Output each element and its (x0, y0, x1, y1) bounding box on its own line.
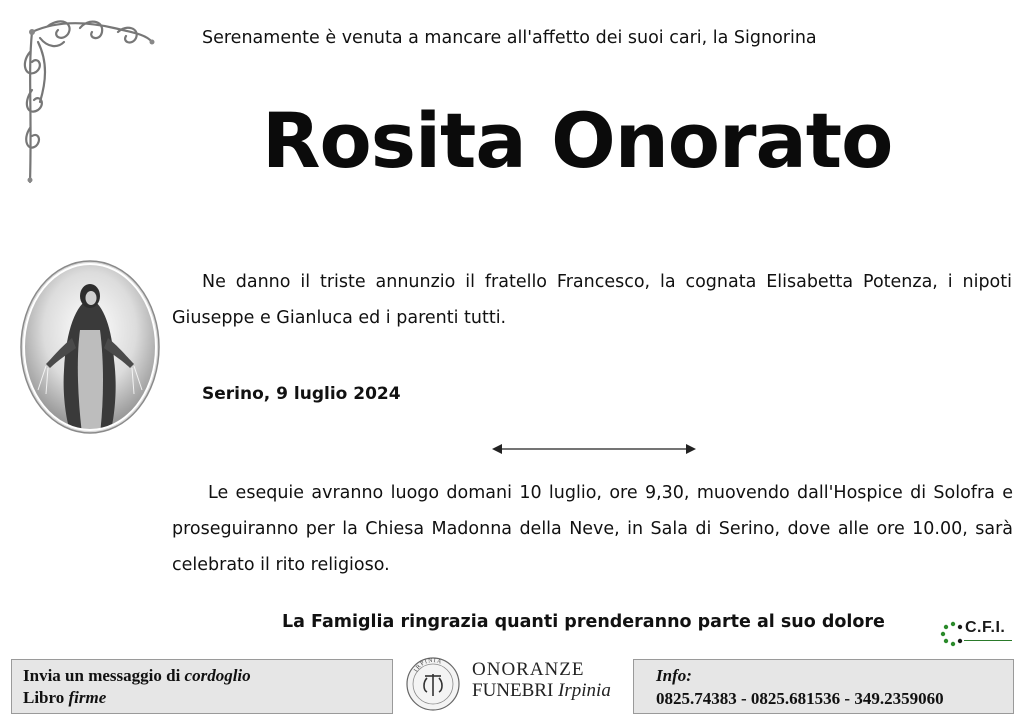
place-date: Serino, 9 luglio 2024 (202, 384, 401, 404)
deceased-name: Rosita Onorato (262, 96, 893, 185)
guestbook-link-italic: firme (68, 688, 107, 707)
condolence-link-italic: cordoglio (184, 666, 251, 685)
brand-name-line2-italic: Irpinia (558, 680, 611, 701)
brand-name-line2-text: FUNEBRI (472, 680, 559, 701)
seal-text: IRPINIA (413, 657, 444, 674)
cfi-underline (964, 640, 1012, 644)
info-phones[interactable]: 0825.74383 - 0825.681536 - 349.2359060 (656, 689, 944, 708)
info-box (633, 659, 1014, 714)
announcement-paragraph: Ne danno il triste annunzio il fratello Francesco, la cognata Elisabetta Potenza, i nipoti Giuseppe e Gianluca ed i parenti tutti. (172, 272, 1012, 328)
info-label: Info: (656, 666, 692, 685)
guestbook-link[interactable] (23, 688, 106, 708)
brand-name-line1: ONORANZE (472, 659, 585, 680)
condolence-link[interactable] (23, 666, 251, 686)
cfi-dots-icon (940, 621, 966, 647)
intro-text: Serenamente è venuta a mancare all'affetto dei suoi cari, la Signorina (202, 28, 817, 48)
funeral-home-seal-icon (403, 648, 463, 718)
corner-flourish-icon (18, 12, 158, 184)
condolence-box[interactable] (11, 659, 393, 714)
double-arrow-icon (492, 442, 696, 456)
cfi-logo-text: C.F.I. (965, 619, 1006, 636)
condolence-link-text: Invia un messaggio di (23, 666, 185, 685)
madonna-portrait-icon (20, 260, 160, 434)
cfi-logo (940, 617, 1014, 651)
brand-name-line2 (472, 680, 611, 702)
thanks-line: La Famiglia ringrazia quanti prenderanno parte al suo dolore (282, 612, 885, 632)
funeral-paragraph: Le esequie avranno luogo domani 10 luglio, ore 9,30, muovendo dall'Hospice di Solofra e proseguiranno per la Chiesa Madonna della Neve, in Sala di Serino, dove alle ore 10.00, sarà celebrato il rito religioso. (172, 483, 1013, 575)
guestbook-link-text: Libro (23, 688, 69, 707)
